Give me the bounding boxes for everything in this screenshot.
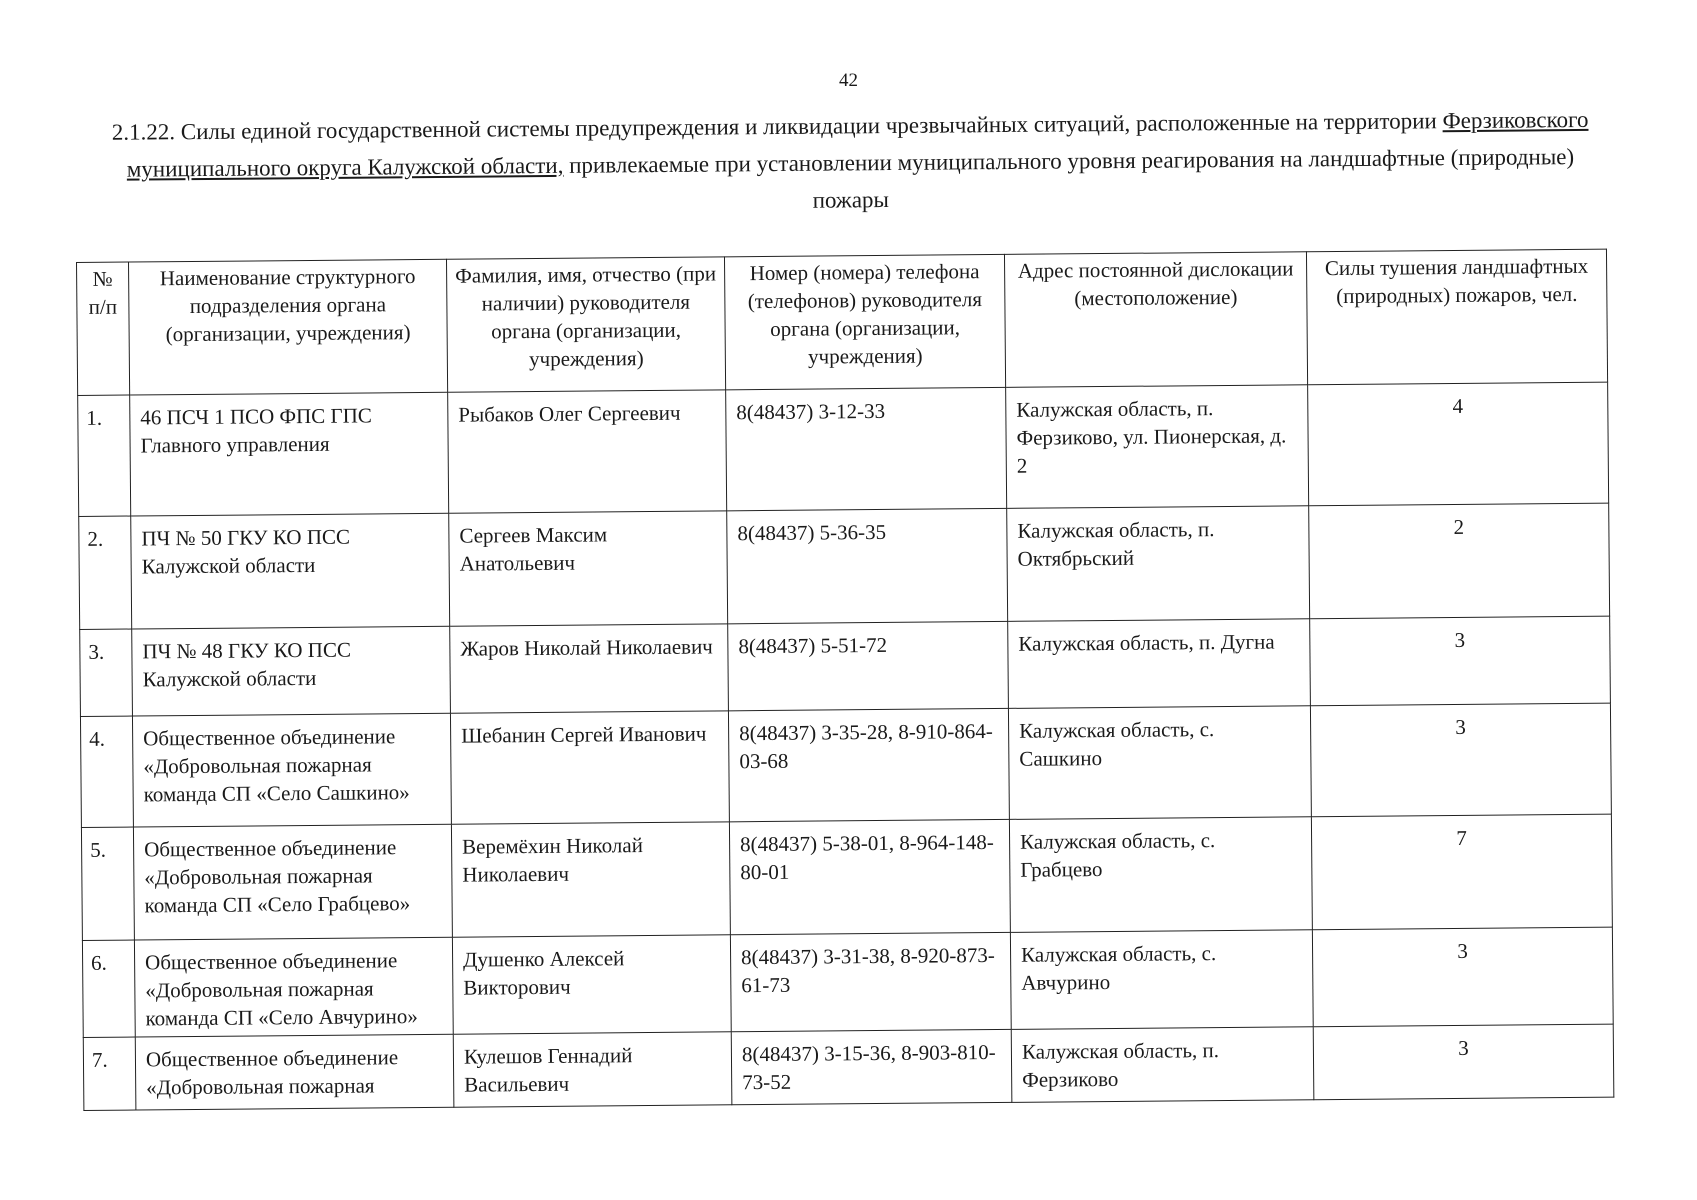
cell-phone: 8(48437) 3-31-38, 8-920-873-61-73	[730, 932, 1011, 1031]
cell-forces: 3	[1310, 703, 1611, 817]
table-row	[78, 382, 1609, 516]
cell-phone: 8(48437) 3-15-36, 8-903-810-73-52	[731, 1029, 1012, 1104]
header-head-name: Фамилия, имя, отчество (при наличии) руководителя органа (организации, учреждения)	[446, 257, 725, 392]
cell-address: Калужская область, п. Ферзиково	[1011, 1027, 1314, 1103]
page-number: 42	[839, 70, 858, 91]
cell-phone: 8(48437) 5-51-72	[728, 621, 1009, 710]
cell-unit-name: 46 ПСЧ 1 ПСО ФПС ГПС Главного управления	[130, 392, 449, 516]
heading-text: 2.1.22. Силы единой государственной системы предупреждения и ликвидации чрезвычайных ситуаций, расположенные на территории	[111, 108, 1443, 145]
section-heading	[90, 101, 1611, 225]
cell-address: Калужская область, с. Авчурино	[1010, 930, 1313, 1030]
cell-number: 1.	[78, 395, 131, 516]
cell-address: Калужская область, п. Ферзиково, ул. Пионерская, д. 2	[1006, 385, 1309, 509]
cell-forces: 7	[1311, 814, 1612, 930]
table-row	[79, 503, 1610, 629]
cell-head-name: Рыбаков Олег Сергеевич	[448, 390, 727, 513]
cell-number: 2.	[79, 516, 132, 629]
cell-head-name: Шебанин Сергей Иванович	[450, 711, 729, 824]
cell-unit-name: Общественное объединение «Добровольная пожарная команда СП «Село Грабцево»	[133, 824, 452, 940]
cell-unit-name: Общественное объединение «Добровольная пожарная команда СП «Село Авчурино»	[134, 937, 453, 1037]
cell-unit-name: Общественное объединение «Добровольная пожарная	[135, 1034, 454, 1110]
cell-forces: 3	[1313, 1024, 1614, 1100]
cell-address: Калужская область, п. Дугна	[1008, 619, 1311, 709]
cell-forces: 2	[1309, 503, 1610, 619]
table-row	[80, 703, 1611, 827]
header-address: Адрес постоянной дислокации (местоположение)	[1004, 252, 1307, 388]
table-row	[83, 1024, 1614, 1110]
cell-number: 7.	[83, 1037, 136, 1110]
cell-unit-name: ПЧ № 48 ГКУ КО ПСС Калужской области	[132, 626, 451, 716]
table-row	[82, 927, 1613, 1037]
cell-number: 6.	[82, 940, 135, 1037]
cell-number: 5.	[81, 827, 134, 940]
cell-forces: 4	[1308, 382, 1609, 506]
cell-phone: 8(48437) 3-35-28, 8-910-864-03-68	[728, 708, 1009, 821]
cell-phone: 8(48437) 5-36-35	[727, 508, 1008, 623]
cell-phone: 8(48437) 5-38-01, 8-964-148-80-01	[729, 819, 1010, 934]
cell-unit-name: Общественное объединение «Добровольная пожарная команда СП «Село Сашкино»	[132, 713, 451, 827]
cell-forces: 3	[1310, 616, 1611, 706]
header-phone: Номер (номера) телефона (телефонов) руководителя органа (организации, учреждения)	[724, 254, 1005, 389]
forces-table	[76, 249, 1614, 1111]
table-header-row	[77, 249, 1608, 395]
table-row	[81, 814, 1612, 940]
cell-head-name: Жаров Николай Николаевич	[450, 624, 729, 713]
header-forces: Силы тушения ландшафтных (природных) пожаров, чел.	[1306, 249, 1607, 385]
cell-address: Калужская область, п. Октябрьский	[1007, 506, 1310, 622]
heading-underlined-text: Ферзиковского муниципального округа Калужской области,	[126, 106, 1589, 182]
table-row	[80, 616, 1611, 716]
cell-head-name: Сергеев Максим Анатольевич	[449, 511, 728, 626]
cell-unit-name: ПЧ № 50 ГКУ КО ПСС Калужской области	[131, 513, 450, 629]
forces-table-container	[76, 249, 1613, 1111]
header-number: № п/п	[77, 262, 130, 395]
cell-address: Калужская область, с. Грабцево	[1009, 817, 1312, 933]
cell-address: Калужская область, с. Сашкино	[1008, 706, 1311, 820]
heading-text-end: привлекаемые при установлении муниципального уровня реагирования на ландшафтные (природные) пожары	[563, 144, 1575, 213]
cell-phone: 8(48437) 3-12-33	[726, 387, 1007, 510]
cell-number: 4.	[80, 716, 133, 827]
cell-number: 3.	[80, 629, 133, 716]
cell-head-name: Веремёхин Николай Николаевич	[451, 822, 730, 937]
cell-forces: 3	[1312, 927, 1613, 1027]
cell-head-name: Кулешов Геннадий Васильевич	[453, 1032, 732, 1107]
header-unit-name: Наименование структурного подразделения органа (организации, учреждения)	[129, 259, 448, 395]
cell-head-name: Душенко Алексей Викторович	[452, 935, 731, 1034]
